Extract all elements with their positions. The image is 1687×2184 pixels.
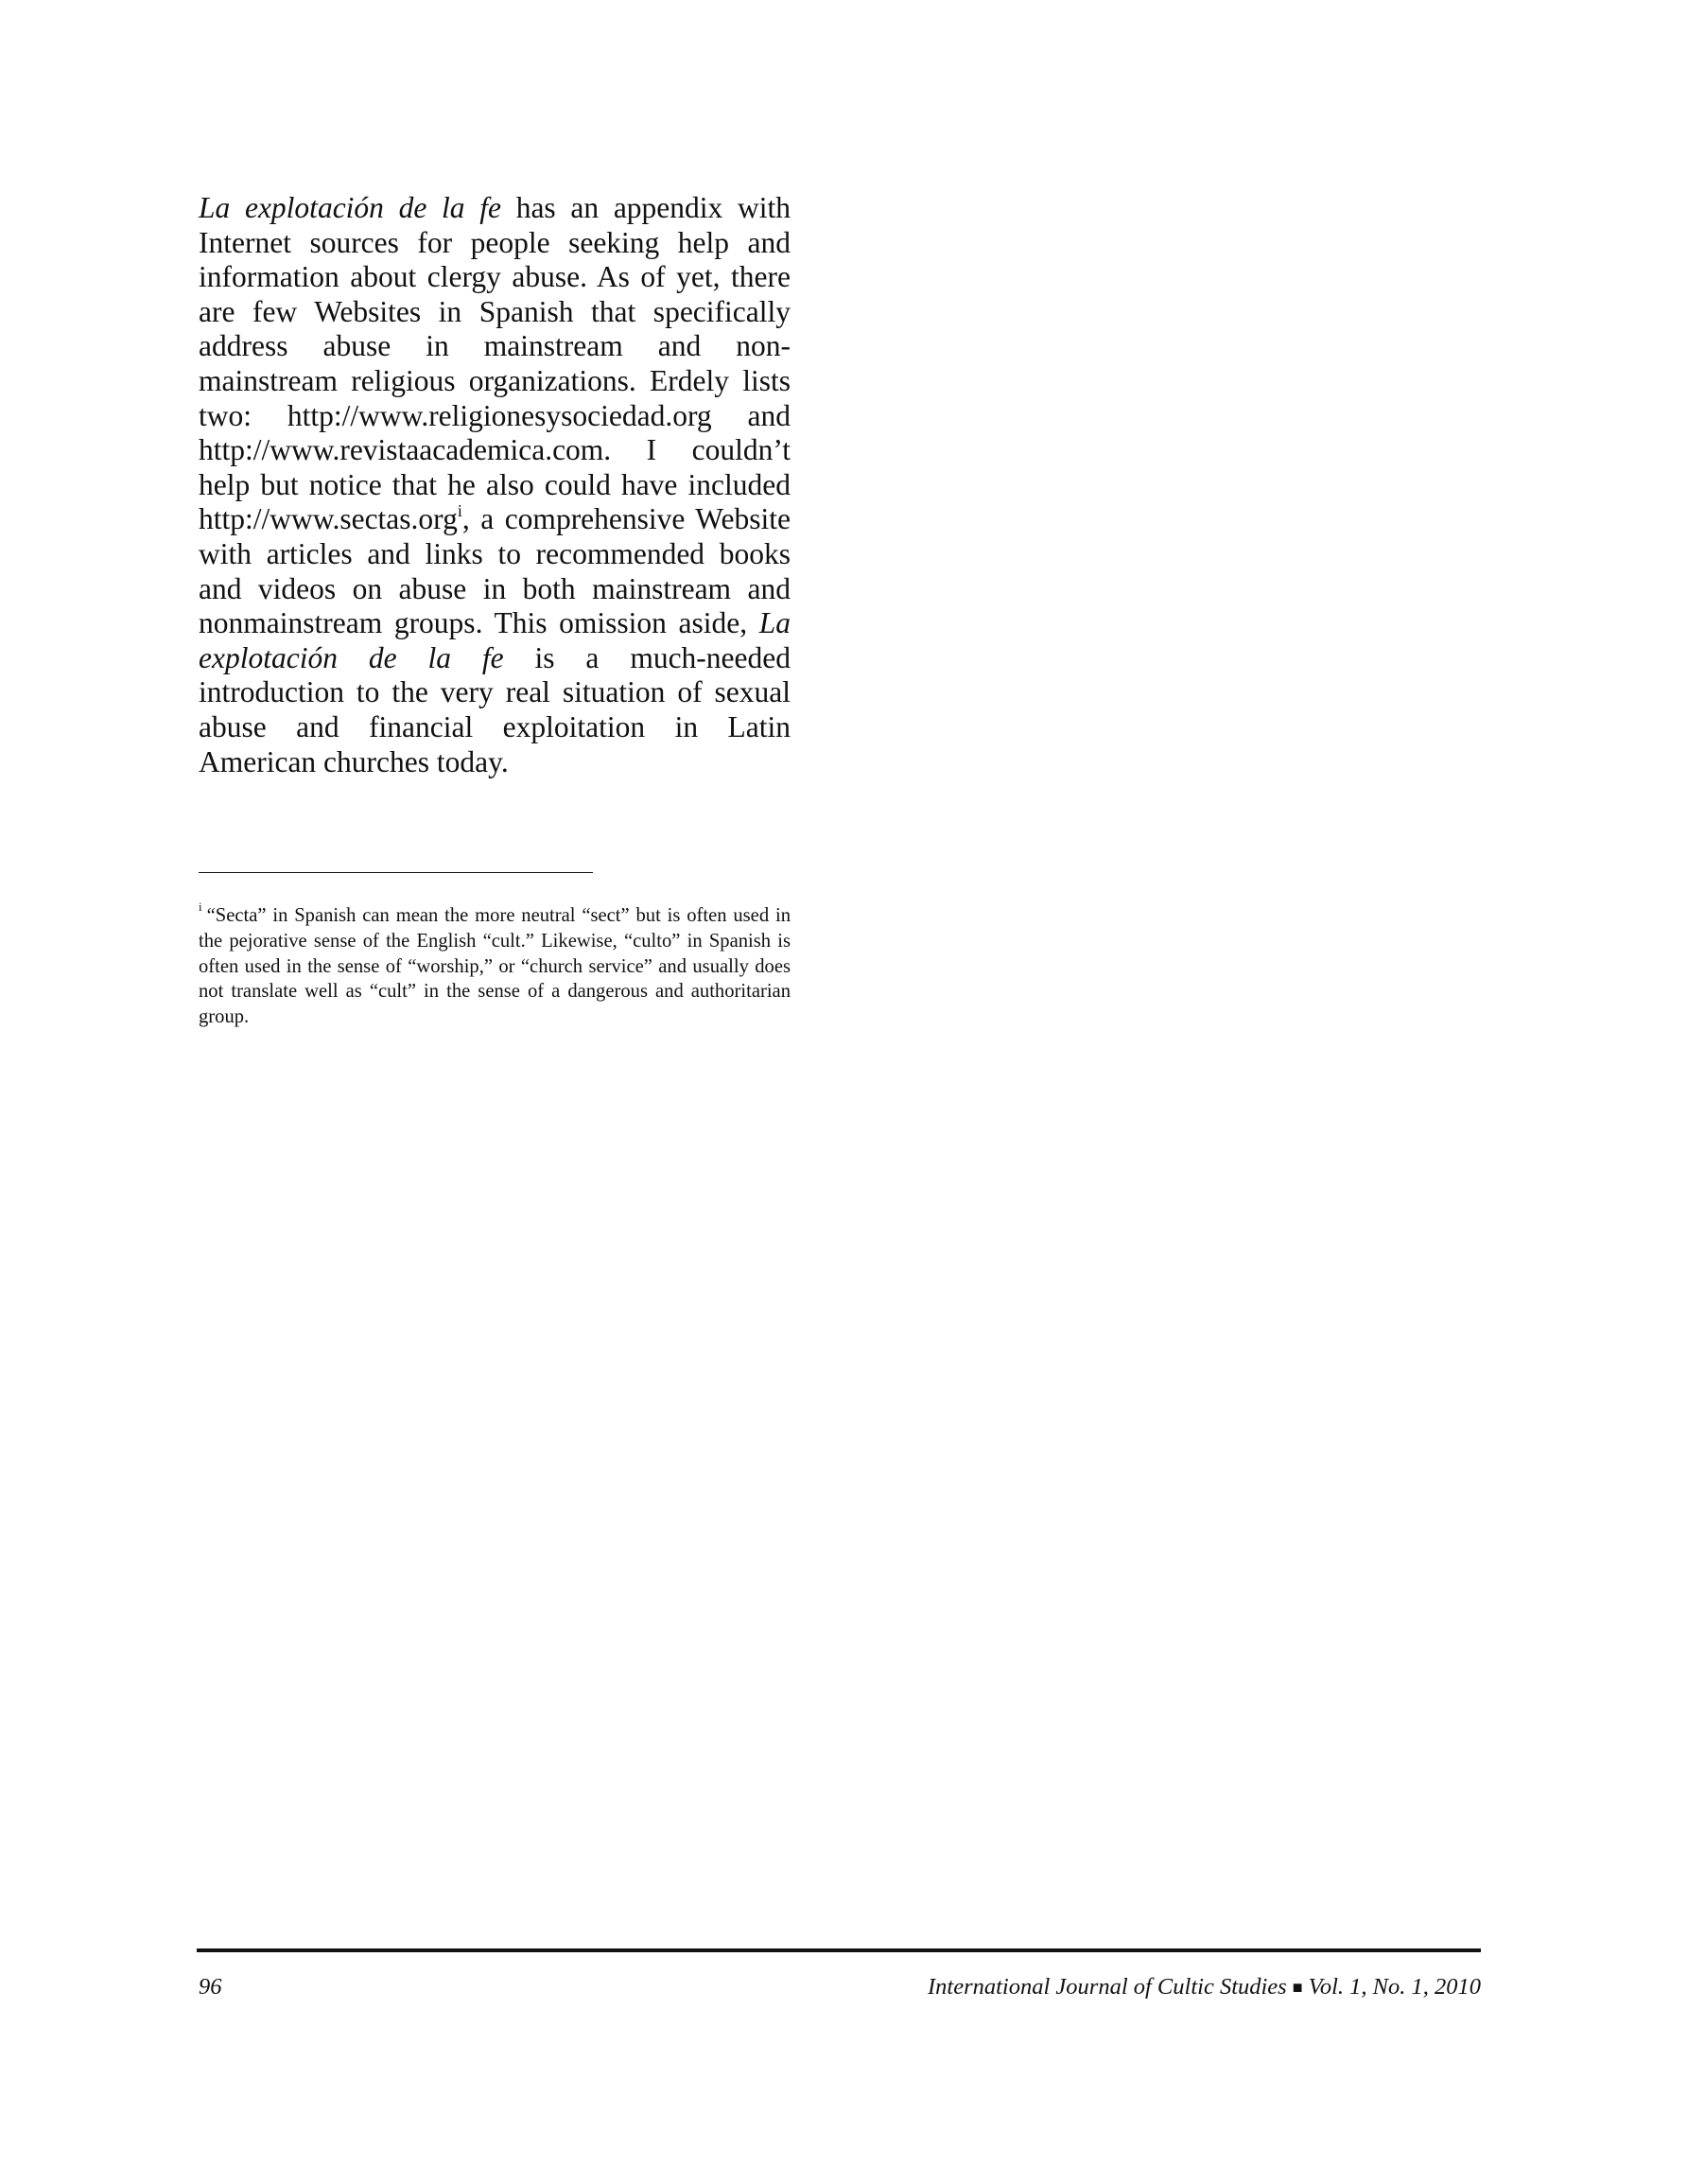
page-number: 96 bbox=[199, 1974, 222, 2000]
book-title: La explotación de la fe bbox=[199, 191, 501, 224]
journal-title: International Journal of Cultic Studies bbox=[927, 1974, 1287, 2000]
footnote-marker: i bbox=[199, 900, 202, 915]
journal-citation bbox=[928, 1973, 1481, 2002]
separator-square-icon: ■ bbox=[1292, 1978, 1303, 1997]
paragraph-text: , a comprehensive Website with articles and links to recommended books and videos on abuse in both mainstream and nonmainstream groups. This omission aside, bbox=[199, 502, 791, 640]
journal-volume: Vol. 1, No. 1, 2010 bbox=[1308, 1974, 1481, 2000]
paragraph-text: is a much-needed introduction to the very real situation of sexual abuse and financial exploitation in Latin American churches today. bbox=[199, 640, 791, 778]
footnote-text: “Secta” in Spanish can mean the more neutral “sect” but is often used in the pejorative sense of the English “cult.” Likewise, “culto” in Spanish is often used in the sense of “worship,” or “church service” and usually does not translate well as “cult” in the sense of a dangerous and authoritarian group. bbox=[199, 905, 791, 1028]
paragraph-text: has an appendix with Internet sources for people seeking help and information about clergy abuse. As of yet, there are few Websites in Spanish that specifically address abuse in mainstream and non-mainstream religious organizations. Erdely lists two: http://www.religionesysociedad.org and http://www.revistaacademica.com. I couldn’t help but notice that he also could have included http://www.sectas.org bbox=[199, 191, 791, 536]
footnote-reference[interactable]: i bbox=[457, 500, 462, 520]
footer-divider bbox=[197, 1948, 1481, 1952]
body-paragraph bbox=[199, 191, 791, 779]
footnote-divider bbox=[199, 872, 593, 873]
book-title: La explotación de la fe bbox=[199, 606, 791, 674]
article-column bbox=[199, 191, 791, 779]
footnote bbox=[199, 900, 791, 1030]
